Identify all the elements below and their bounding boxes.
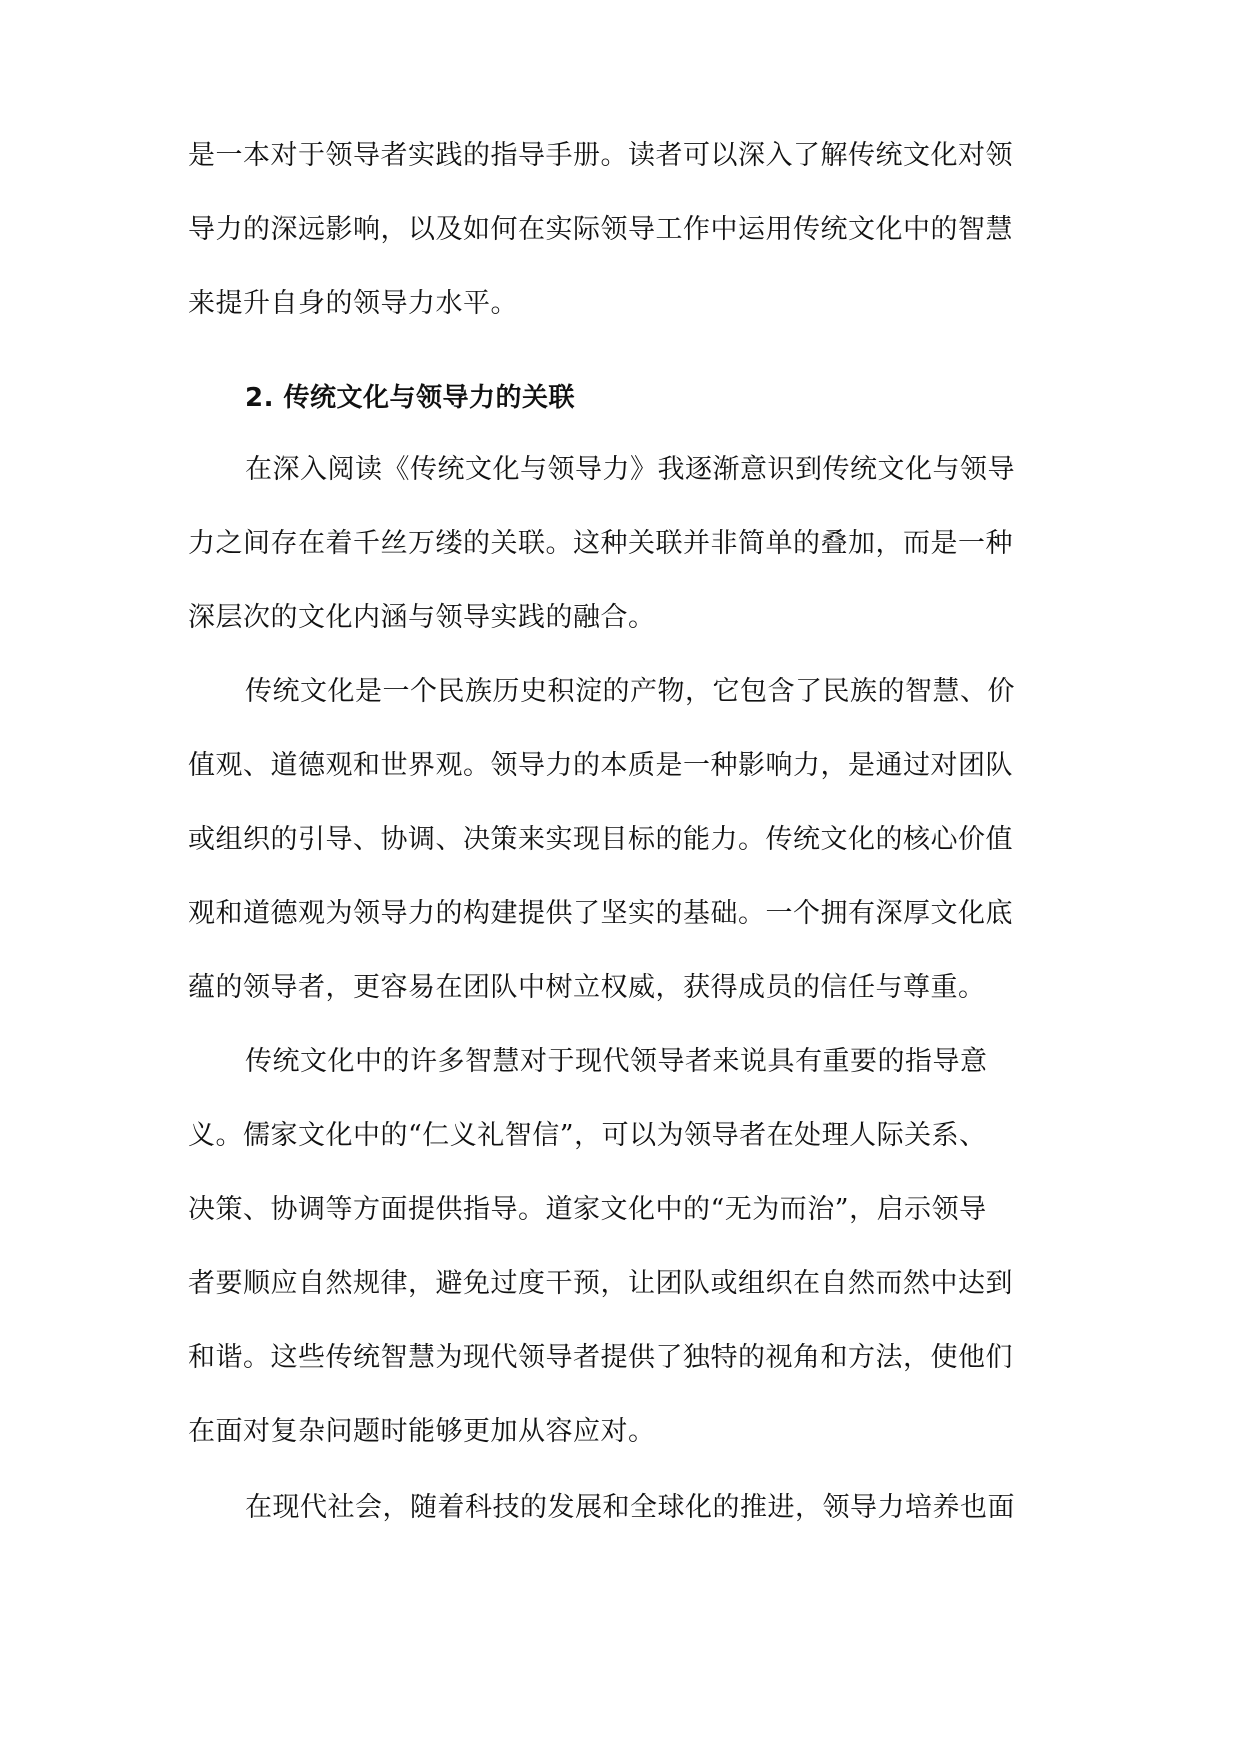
paragraph-2-line-2: 值观、道德观和世界观。领导力的本质是一种影响力，是通过对团队 xyxy=(188,750,1013,781)
paragraph-3-line-4: 者要顺应自然规律，避免过度干预，让团队或组织在自然而然中达到 xyxy=(188,1268,1013,1299)
intro-line-2: 导力的深远影响，以及如何在实际领导工作中运用传统文化中的智慧 xyxy=(188,214,1013,245)
paragraph-1-line-3: 深层次的文化内涵与领导实践的融合。 xyxy=(188,602,656,633)
paragraph-3-line-3: 决策、协调等方面提供指导。道家文化中的“无为而治”，启示领导 xyxy=(188,1194,987,1225)
paragraph-2-line-4: 观和道德观为领导力的构建提供了坚实的基础。一个拥有深厚文化底 xyxy=(188,898,1013,929)
paragraph-3-line-6: 在面对复杂问题时能够更加从容应对。 xyxy=(188,1416,656,1447)
paragraph-3-line-5: 和谐。这些传统智慧为现代领导者提供了独特的视角和方法，使他们 xyxy=(188,1342,1013,1373)
section-heading: 2. 传统文化与领导力的关联 xyxy=(245,383,576,413)
paragraph-1-line-1: 在深入阅读《传统文化与领导力》我逐渐意识到传统文化与领导 xyxy=(245,454,1015,485)
paragraph-3-line-1: 传统文化中的许多智慧对于现代领导者来说具有重要的指导意 xyxy=(245,1046,988,1077)
paragraph-4-line-1: 在现代社会，随着科技的发展和全球化的推进，领导力培养也面 xyxy=(245,1492,1015,1523)
intro-line-1: 是一本对于领导者实践的指导手册。读者可以深入了解传统文化对领 xyxy=(188,140,1013,171)
paragraph-2-line-3: 或组织的引导、协调、决策来实现目标的能力。传统文化的核心价值 xyxy=(188,824,1013,855)
intro-line-3: 来提升自身的领导力水平。 xyxy=(188,288,518,319)
paragraph-3-line-2: 义。儒家文化中的“仁义礼智信”，可以为领导者在处理人际关系、 xyxy=(188,1120,987,1151)
paragraph-2-line-5: 蕴的领导者，更容易在团队中树立权威，获得成员的信任与尊重。 xyxy=(188,972,986,1003)
paragraph-2-line-1: 传统文化是一个民族历史积淀的产物，它包含了民族的智慧、价 xyxy=(245,676,1015,707)
paragraph-1-line-2: 力之间存在着千丝万缕的关联。这种关联并非简单的叠加，而是一种 xyxy=(188,528,1013,559)
